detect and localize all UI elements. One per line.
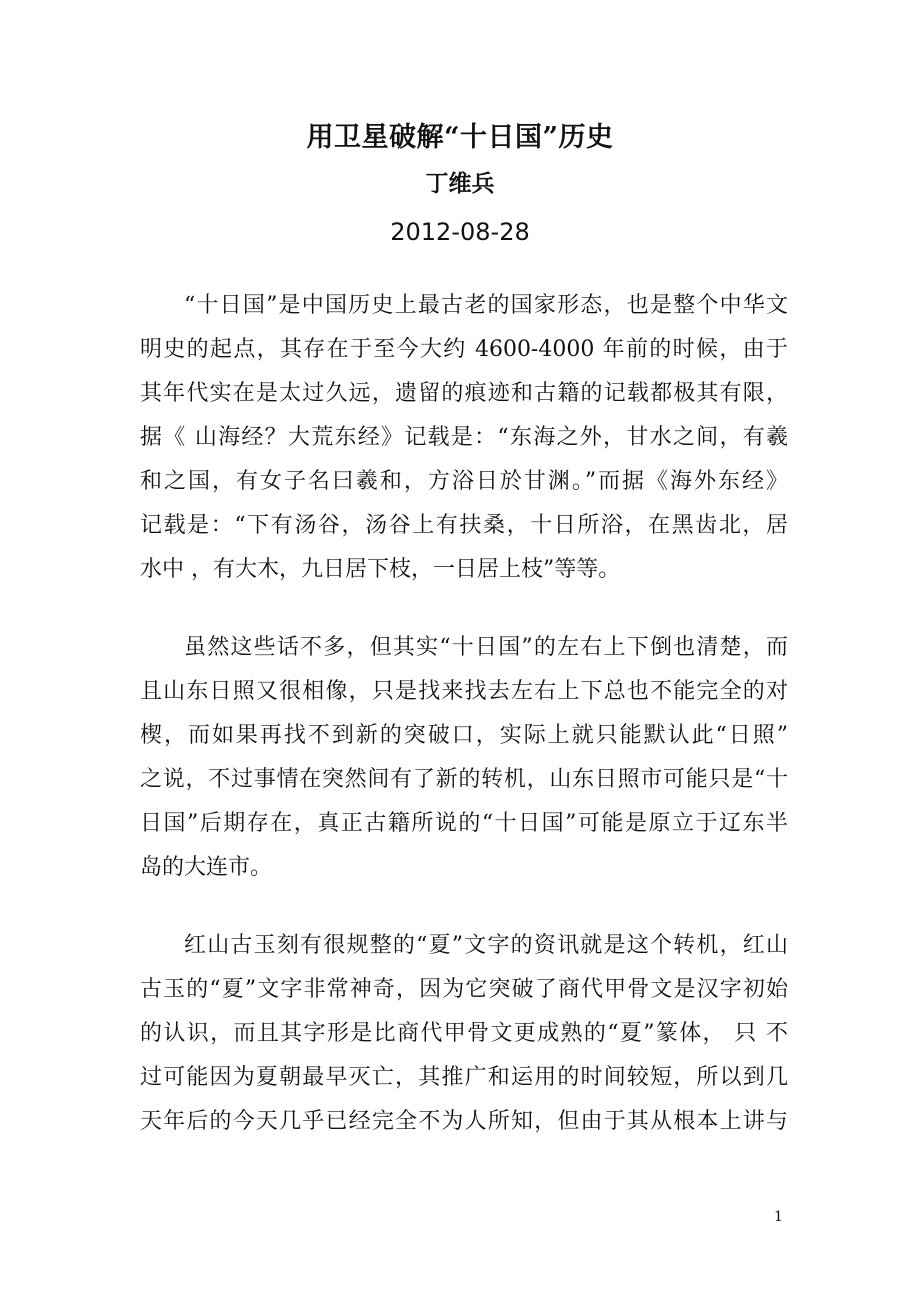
paragraph-line: 且山东日照又很相像，只是找来找去左右上下总也不能完全的对 — [140, 679, 788, 704]
document-body — [140, 284, 788, 1178]
paragraph-line: 水中 ，有大木，九日居下枝，一日居上枝”等等。 — [140, 557, 621, 582]
paragraph-line: 古玉的“夏”文字非常神奇，因为它突破了商代甲骨文是汉字初始 — [140, 977, 788, 1002]
document-title: 用卫星破解“十日国”历史 — [306, 122, 614, 153]
paragraph-1 — [140, 284, 788, 592]
paragraph-line: 红山古玉刻有很规整的“夏”文字的资讯就是这个转机，红山 — [184, 933, 788, 958]
paragraph-3 — [140, 924, 788, 1144]
paragraph-line: “十日国”是中国历史上最古老的国家形态，也是整个中华文 — [184, 293, 788, 318]
paragraph-line: 据《 山海经？大荒东经》记载是：“东海之外，甘水之间，有羲 — [140, 425, 788, 450]
paragraph-line: 日国”后期存在，真正古籍所说的“十日国”可能是原立于辽东半 — [140, 811, 788, 836]
paragraph-line: 其年代实在是太过久远，遗留的痕迹和古籍的记载都极其有限， — [140, 381, 788, 406]
paragraph-line: 天年后的今天几乎已经完全不为人所知，但由于其从根本上讲与 — [140, 1109, 788, 1134]
paragraph-line: 楔，而如果再找不到新的突破口，实际上就只能默认此“日照” — [140, 723, 788, 748]
paragraph-line: 虽然这些话不多，但其实“十日国”的左右上下倒也清楚，而 — [184, 635, 788, 660]
paragraph-line: 之说，不过事情在突然间有了新的转机，山东日照市可能只是“十 — [140, 767, 788, 792]
paragraph-line: 明史的起点，其存在于至今大约 4600-4000 年前的时候，由于 — [140, 337, 788, 362]
paragraph-line: 和之国，有女子名曰羲和，方浴日於甘渊。”而据《海外东经》 — [140, 469, 788, 494]
paragraph-line: 记载是：“下有汤谷，汤谷上有扶桑，十日所浴，在黑齿北，居 — [140, 513, 788, 538]
page-number: 1 — [774, 1209, 783, 1225]
paragraph-line: 的认识，而且其字形是比商代甲骨文更成熟的“夏”篆体， 只 不 — [140, 1021, 788, 1046]
document-date: 2012-08-28 — [390, 218, 530, 246]
document-author: 丁维兵 — [425, 170, 495, 197]
paragraph-line: 过可能因为夏朝最早灭亡，其推广和运用的时间较短，所以到几 — [140, 1065, 788, 1090]
paragraph-line: 岛的大连市。 — [140, 855, 273, 880]
paragraph-2 — [140, 626, 788, 890]
